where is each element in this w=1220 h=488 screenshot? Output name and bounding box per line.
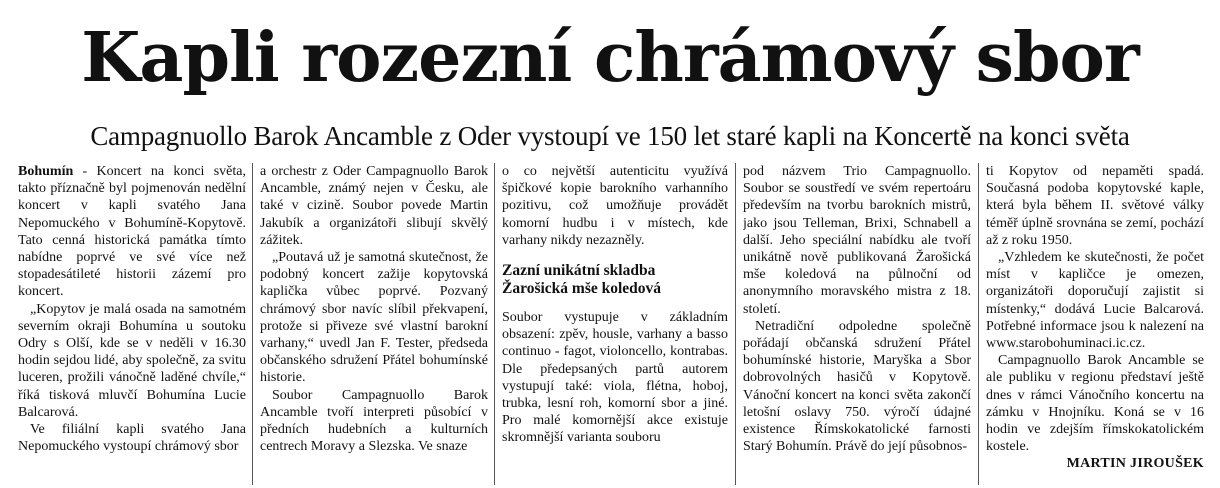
column-divider — [494, 163, 495, 485]
paragraph — [18, 163, 246, 301]
paragraph: „Kopytov je malá osada na samotném severním okraji Bohumína u soutoku Odry s Olší, kde se v neděli v 16.30 hodin sejdou lidé, aby společně, za svitu luceren, prožili vánočně laděné chvíle,“ říká tisková mluvčí Bohumína Lucie Balcarová. — [18, 301, 246, 420]
subheading-line-1: Zazní unikátní skladba — [502, 262, 656, 280]
column-divider — [978, 163, 979, 485]
article-column-2 — [260, 163, 488, 485]
headline: Kapli rozezní chrámový sbor — [81, 18, 1139, 98]
paragraph: o co největší autenticitu využívá špičkové kopie barokního varhanního pozitivu, což umožňuje provádět komorní hudbu i v místech, kde varhany nikdy nezazněly. — [502, 164, 728, 248]
article-column-1 — [18, 163, 246, 485]
author-byline: MARTIN JIROUŠEK — [1066, 456, 1204, 472]
article-column-5 — [986, 163, 1204, 485]
paragraph: „Vzhledem ke skutečnosti, že počet míst v kapličce je omezen, organizátoři doporučují zajistit si místenky,“ dodává Lucie Balcarová. Potřebné informace jsou k nalezení na www.starobohuminaci.ic.cz. — [986, 250, 1204, 352]
paragraph: pod názvem Trio Campagnuollo. Soubor se soustředí ve svém repertoáru především na tvorbu barokních mistrů, jako jsou Telleman, Brixi, Schnabell a další. Jeho speciální nabídku ale tvoří unikátně nově publikovaná Žarošická mše koledová na půlnoční od anonymního moravského mistra z 18. století. — [743, 164, 971, 317]
column-divider — [252, 163, 253, 485]
section-subheading — [502, 262, 728, 298]
paragraph: Soubor Campagnuollo Barok Ancamble tvoří interpreti působící v předních hudebních a kulturních centrech Moravy a Slezska. Ve snaze — [260, 387, 488, 455]
paragraph: Soubor vystupuje v základním obsazení: zpěv, housle, varhany a basso continuo - fagot, violoncello, kontrabas. Dle předepsaných partů autorem vystupují také: viola, flétna, hoboj, trubka, lesní roh, komorní sbor a jiné. Pro malé komornější akce existuje skromnější varianta souboru — [502, 310, 728, 446]
dateline-place: Bohumín — [18, 164, 74, 179]
subheading-line-2: Žarošická mše koledová — [502, 280, 662, 298]
subheadline: Campagnuollo Barok Ancamble z Oder vystoupí ve 150 let staré kapli na Koncertě na konci světa — [90, 121, 1130, 151]
paragraph: ti Kopytov od nepaměti spadá. Současná podoba kopytovské kaple, která byla během II. světové války téměř úplně srovnána se zemí, pochází až z roku 1950. — [986, 164, 1204, 248]
paragraph: „Poutavá už je samotná skutečnost, že podobný koncert zažije kopytovská kaplička vůbec poprvé. Pozvaný chrámový sbor navíc slíbil překvapení, protože si přiveze své vlastní barokní varhany,“ uvedl Jan F. Tester, předseda občanského sdružení Přátel bohumínské historie. — [260, 250, 488, 386]
article-column-4 — [743, 163, 971, 485]
paragraph: Ve filiální kapli svatého Jana Nepomuckého vystoupí chrámový sbor — [18, 422, 246, 455]
paragraph-text: - Koncert na konci světa, takto příznačně byl pojmenován nedělní koncert v kapli svatého Jana Nepomuckého v Bohumíně-Kopytově. Tato cenná historická památka tímto nabídne poprvé ve své více než stopadesátileté historii zázemí pro koncert. — [18, 164, 246, 300]
paragraph: a orchestr z Oder Campagnuollo Barok Ancamble, známý nejen v Česku, ale také v cizině. Soubor povede Martin Jakubík a organizátoři slibují skvělý zážitek. — [260, 164, 488, 248]
article-column-3 — [502, 163, 728, 485]
paragraph: Netradiční odpoledne společně pořádají občanská sdružení Přátel bohumínské historie, Maryška a Sbor dobrovolných hasičů v Kopytově. Vánoční koncert na konci světa zakončí letošní oslavy 750. výročí údajné existence Římskokatolické farnosti Starý Bohumín. Právě do její působnos- — [743, 318, 971, 455]
paragraph: Campagnuollo Barok Ancamble se ale publiku v regionu představí ještě dnes v rámci Vánočního koncertu na zámku v Hnojníku. Koná se v 16 hodin ve zdejším římskokatolickém kostele. — [986, 353, 1204, 455]
column-divider — [735, 163, 736, 485]
